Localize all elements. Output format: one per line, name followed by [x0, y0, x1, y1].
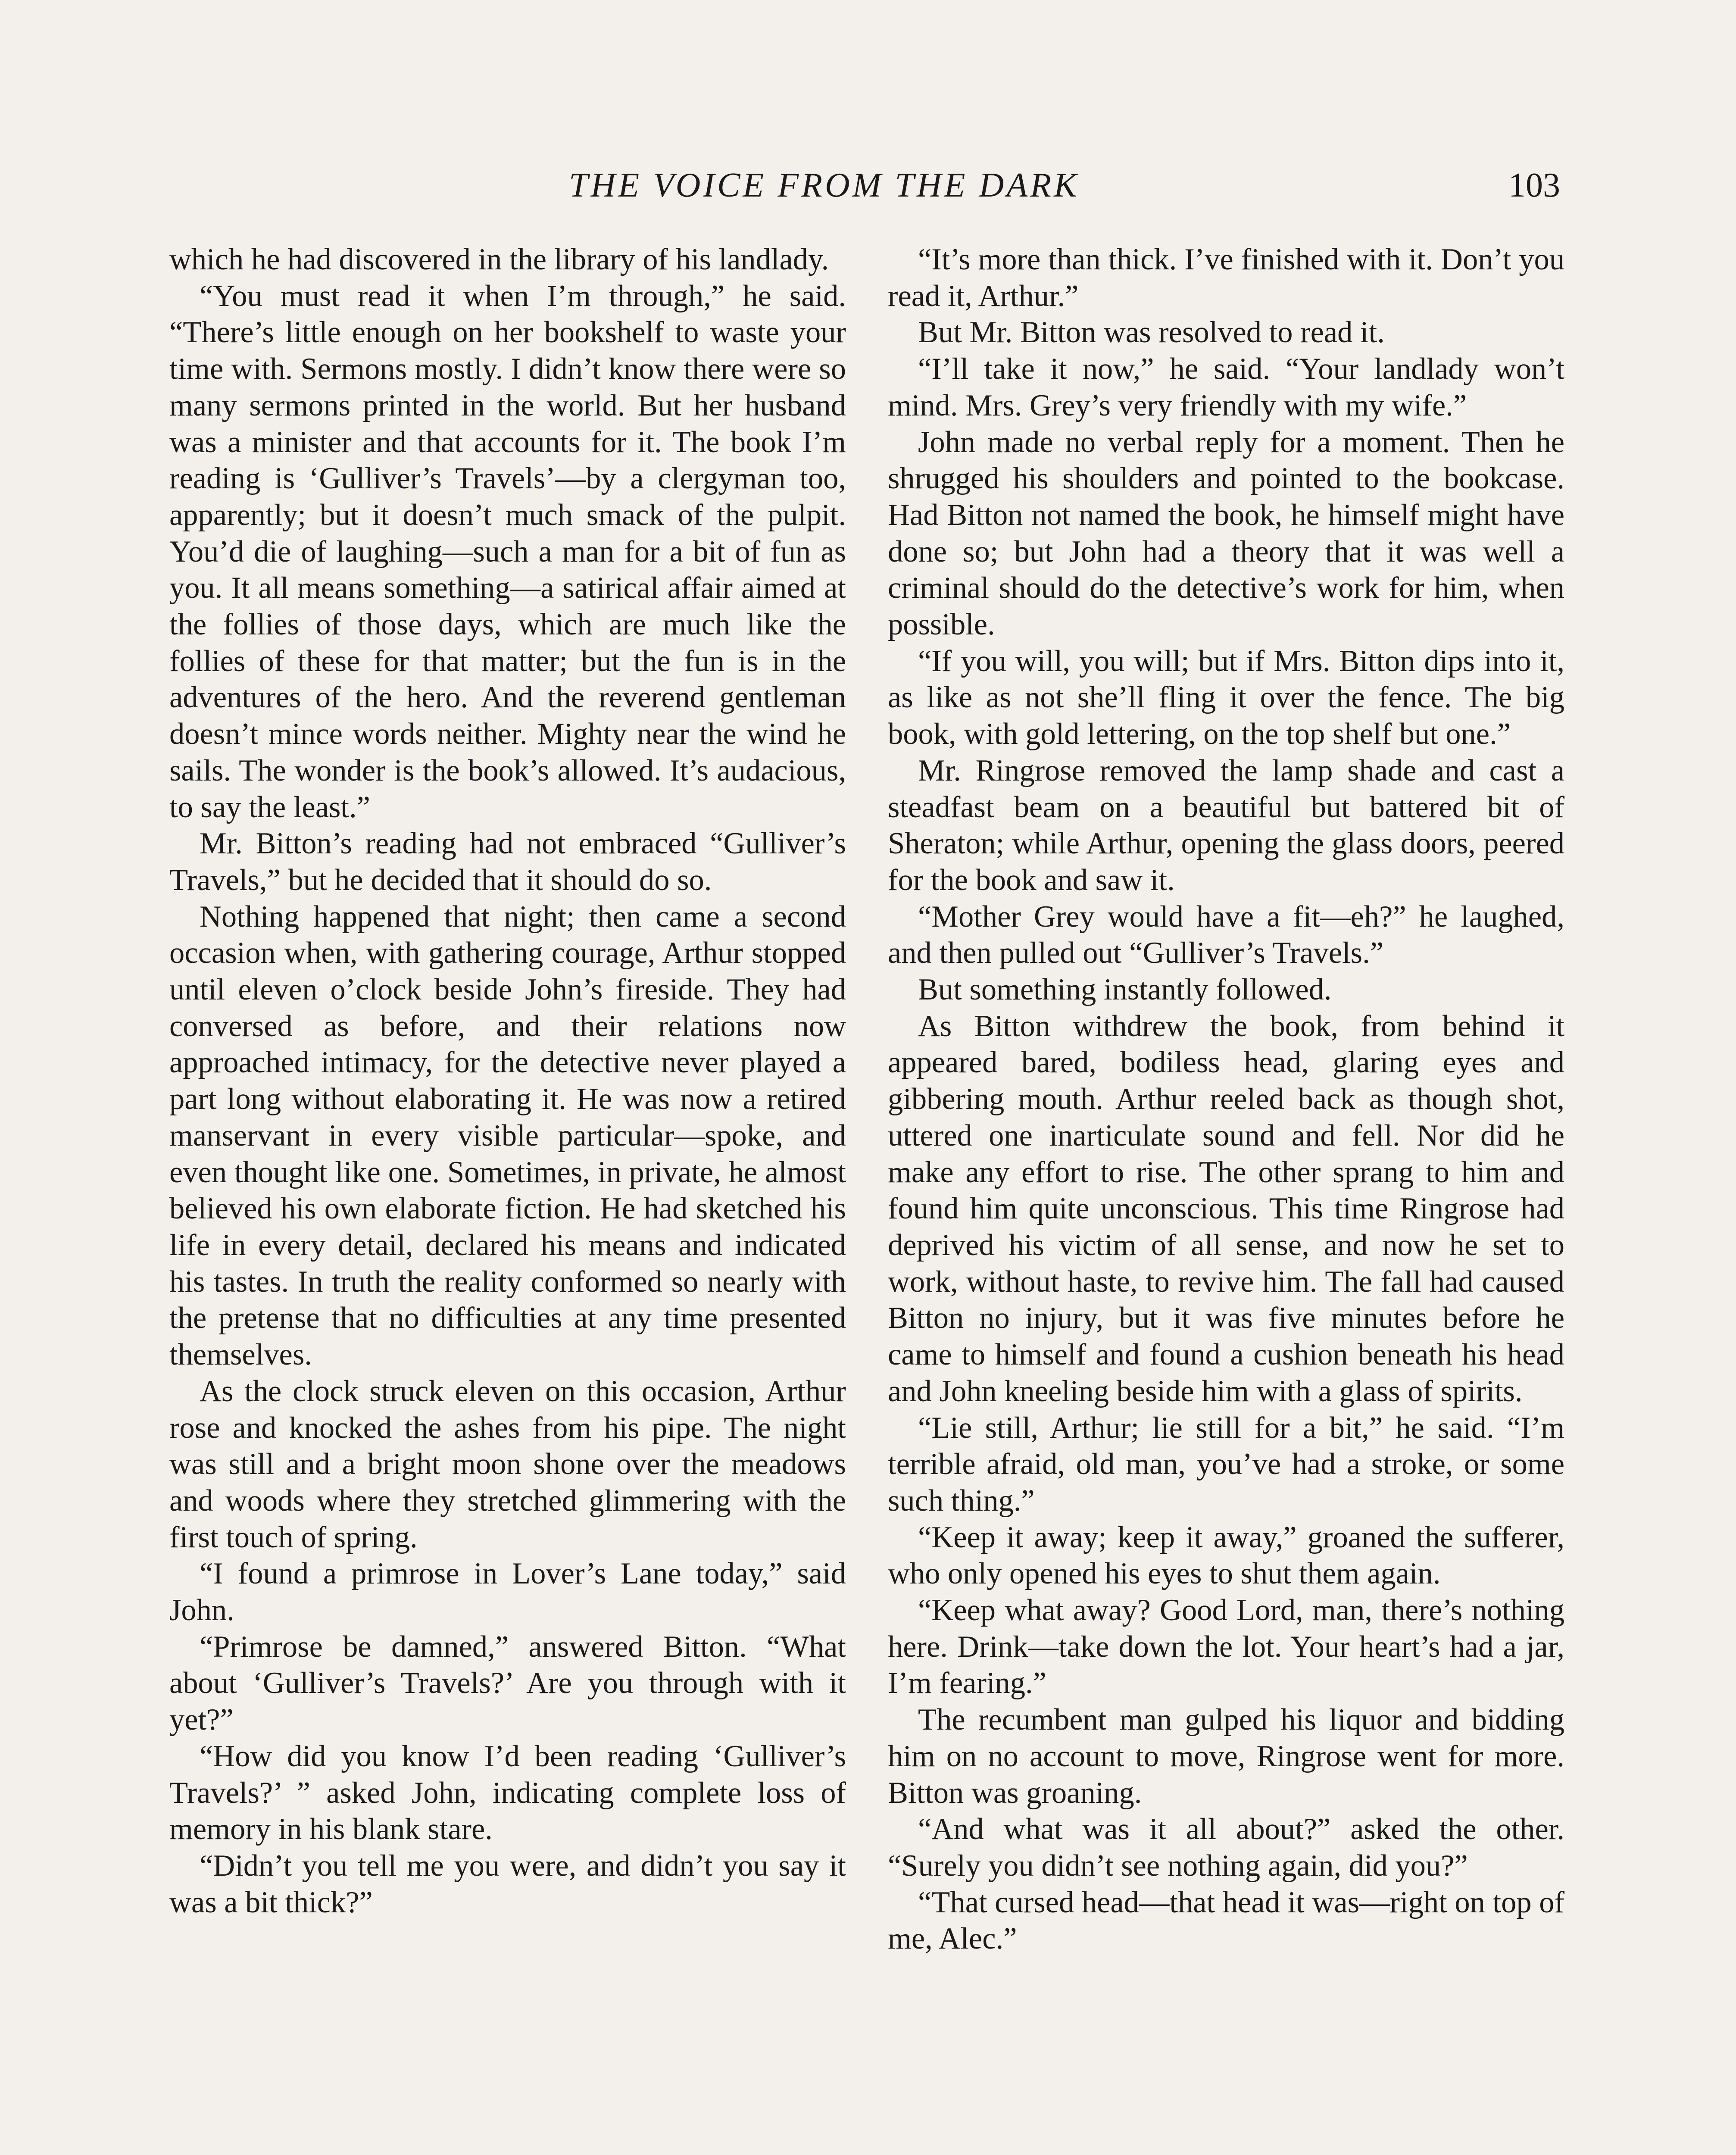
paragraph: “I’ll take it now,” he said. “Your landlady won’t mind. Mrs. Grey’s very friendly with my wife.” — [888, 352, 1564, 422]
paragraph: “Didn’t you tell me you were, and didn’t you say it was a bit thick?” — [169, 1849, 846, 1919]
paragraph: Nothing happened that night; then came a second occasion when, with gathering courage, Arthur stopped until eleven o’clock beside John’s fireside. They had conversed as before, and their relations now approached intimacy, for the detective never played a part long without elaborating it. He was now a retired manservant in every visible particular—spoke, and even thought like one. Sometimes, in private, he almost believed his own elaborate fiction. He had sketched his life in every detail, declared his means and indicated his tastes. In truth the reality conformed so nearly with the pretense that no difficulties at any time presented themselves. — [169, 899, 846, 1372]
right-column — [888, 241, 1564, 1957]
paragraph: “It’s more than thick. I’ve finished with it. Don’t you read it, Arthur.” — [888, 243, 1564, 313]
paragraph: “I found a primrose in Lover’s Lane today,” said John. — [169, 1557, 846, 1627]
paragraph: John made no verbal reply for a moment. Then he shrugged his shoulders and pointed to the bookcase. Had Bitton not named the book, he himself might have done so; but John had a theory that it was well a criminal should do the detective’s work for him, when possible. — [888, 425, 1564, 642]
paragraph: “Keep it away; keep it away,” groaned the sufferer, who only opened his eyes to shut them again. — [888, 1520, 1564, 1591]
paragraph: But Mr. Bitton was resolved to read it. — [918, 315, 1385, 350]
paragraph: “And what was it all about?” asked the other. “Surely you didn’t see nothing again, did you?” — [888, 1812, 1564, 1883]
paragraph: which he had discovered in the library of his landlady. — [169, 243, 829, 276]
left-column — [169, 241, 846, 1921]
running-title: THE VOICE FROM THE DARK — [569, 166, 1080, 204]
paragraph: “Keep what away? Good Lord, man, there’s nothing here. Drink—take down the lot. Your heart’s had a jar, I’m fearing.” — [888, 1593, 1564, 1700]
paragraph: “Primrose be damned,” answered Bitton. “What about ‘Gulliver’s Travels?’ Are you through with it yet?” — [169, 1630, 846, 1737]
paragraph: “How did you know I’d been reading ‘Gulliver’s Travels?’ ” asked John, indicating complete loss of memory in his blank stare. — [169, 1739, 846, 1846]
paragraph: As the clock struck eleven on this occasion, Arthur rose and knocked the ashes from his pipe. The night was still and a bright moon shone over the meadows and woods where they stretched glimmering with the first touch of spring. — [169, 1374, 846, 1554]
running-header — [0, 166, 1736, 213]
paragraph: “Lie still, Arthur; lie still for a bit,” he said. “I’m terrible afraid, old man, you’ve had a stroke, or some such thing.” — [888, 1411, 1564, 1518]
paragraph: But something instantly followed. — [918, 973, 1332, 1007]
paragraph: Mr. Bitton’s reading had not embraced “Gulliver’s Travels,” but he decided that it should do so. — [169, 827, 846, 897]
paragraph: Mr. Ringrose removed the lamp shade and cast a steadfast beam on a beautiful but battered bit of Sheraton; while Arthur, opening the glass doors, peered for the book and saw it. — [888, 753, 1564, 897]
paragraph: “That cursed head—that head it was—right on top of me, Alec.” — [888, 1885, 1564, 1956]
paragraph: “Mother Grey would have a fit—eh?” he laughed, and then pulled out “Gulliver’s Travels.” — [888, 899, 1564, 970]
page-number: 103 — [1508, 166, 1560, 204]
paragraph: The recumbent man gulped his liquor and bidding him on no account to move, Ringrose went for more. Bitton was groaning. — [888, 1703, 1564, 1810]
paragraph: “You must read it when I’m through,” he said. “There’s little enough on her bookshelf to waste your time with. Sermons mostly. I didn’t know there were so many sermons printed in the world. But her husband was a minister and that accounts for it. The book I’m reading is ‘Gulliver’s Travels’—by a clergyman too, apparently; but it doesn’t much smack of the pulpit. You’d die of laughing—such a man for a bit of fun as you. It all means something—a satirical affair aimed at the follies of those days, which are much like the follies of these for that matter; but the fun is in the adventures of the hero. And the reverend gentleman doesn’t mince words neither. Mighty near the wind he sails. The wonder is the book’s allowed. It’s audacious, to say the least.” — [169, 279, 846, 824]
paragraph: As Bitton withdrew the book, from behind it appeared bared, bodiless head, glaring eyes and gibbering mouth. Arthur reeled back as though shot, uttered one inarticulate sound and fell. Nor did he make any effort to rise. The other sprang to him and found him quite unconscious. This time Ringrose had deprived his victim of all sense, and now he set to work, without haste, to revive him. The fall had caused Bitton no injury, but it was five minutes before he came to himself and found a cushion beneath his head and John kneeling beside him with a glass of spirits. — [888, 1009, 1564, 1408]
paragraph: “If you will, you will; but if Mrs. Bitton dips into it, as like as not she’ll fling it over the fence. The big book, with gold lettering, on the top shelf but one.” — [888, 644, 1564, 751]
